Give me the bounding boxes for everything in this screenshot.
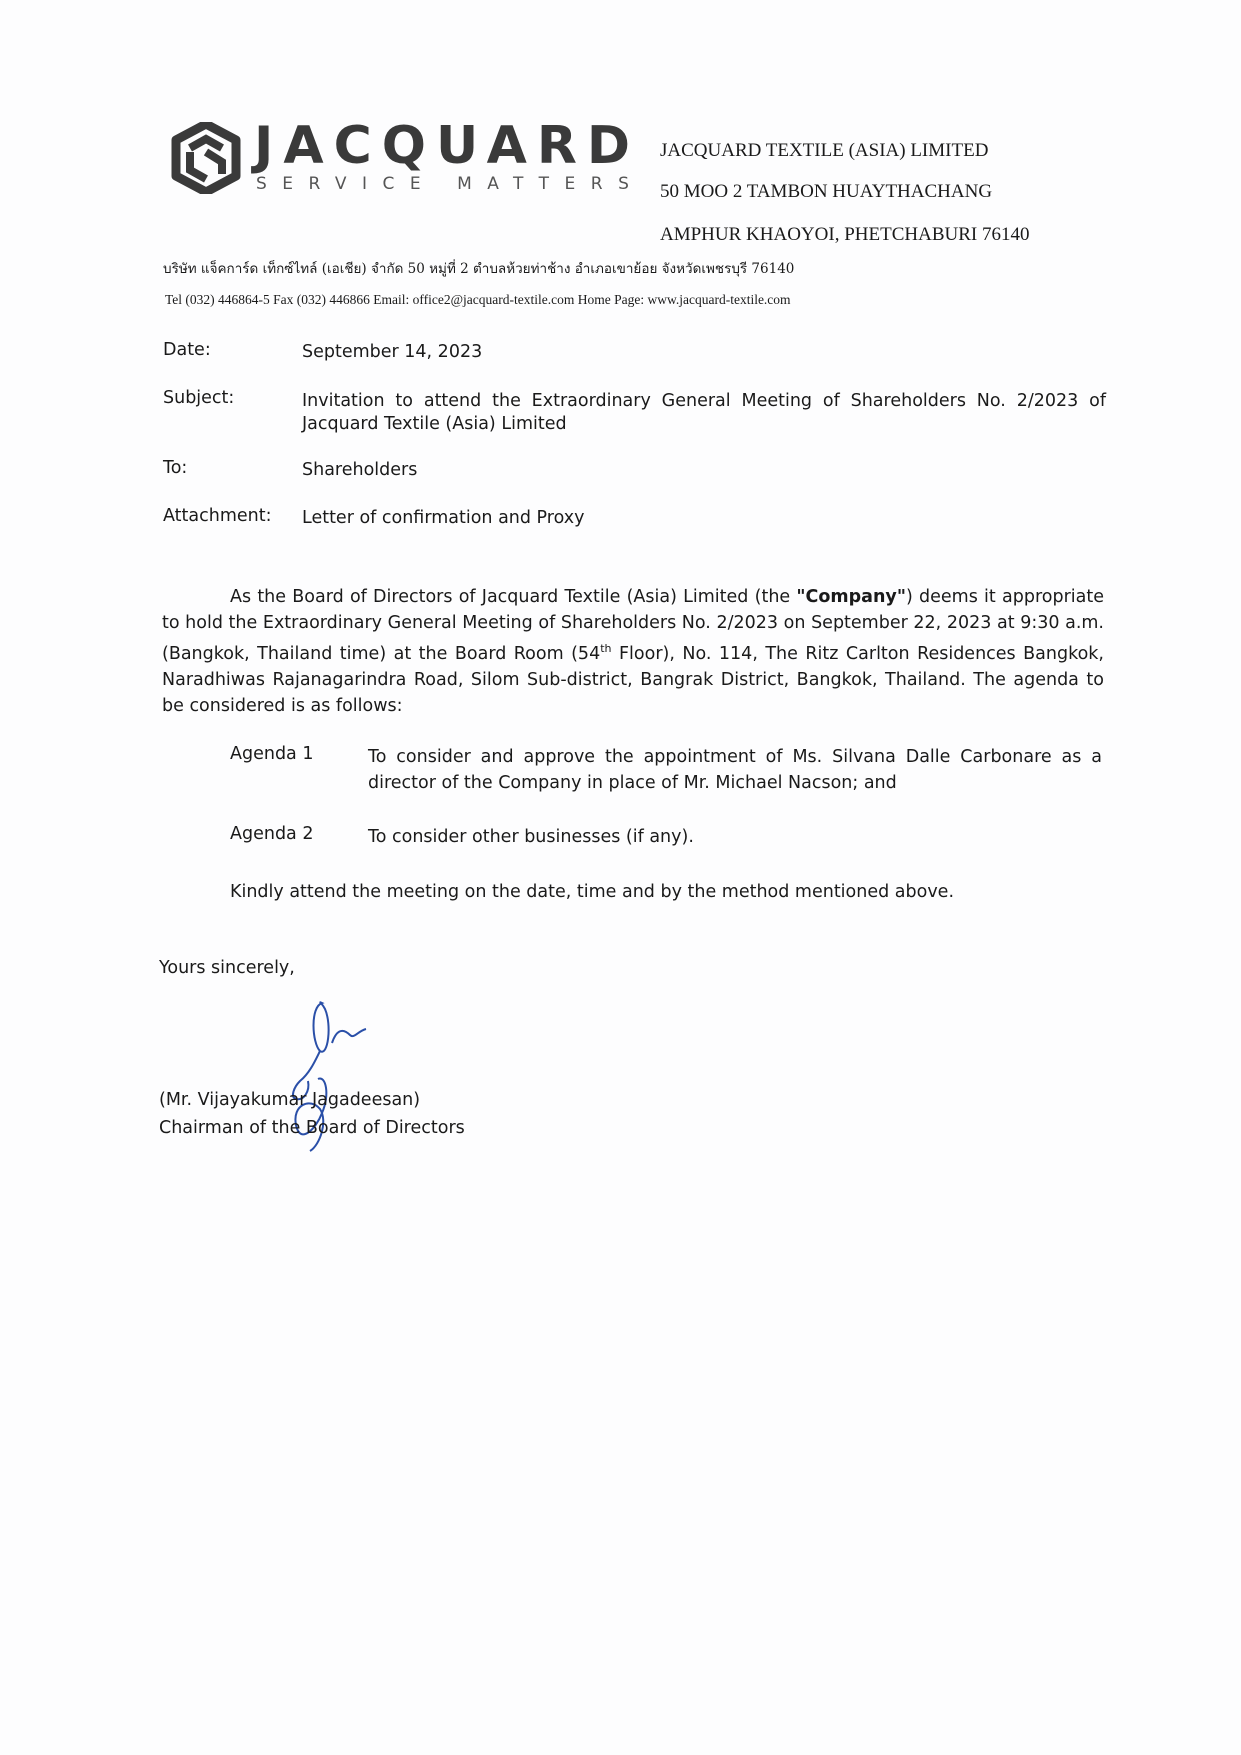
- floor-ordinal: th: [600, 642, 612, 655]
- contact-line: Tel (032) 446864-5 Fax (032) 446866 Email: office2@jacquard-textile.com Home Page: www.jacquard-textile.com: [165, 292, 791, 307]
- to-label: To:: [163, 458, 188, 478]
- signatory-title: Chairman of the Board of Directors: [159, 1118, 465, 1138]
- logo-tagline: SERVICE MATTERS: [256, 174, 645, 194]
- company-name: JACQUARD TEXTILE (ASIA) LIMITED: [660, 140, 989, 161]
- thai-address: บริษัท แจ็คการ์ด เท็กซ์ไทล์ (เอเชีย) จำกัด 50 หมู่ที่ 2 ตำบลห้วยท่าช้าง อำเภอเขาย้อย จังหวัดเพชรบุรี 76140: [163, 261, 795, 277]
- address-line-2: AMPHUR KHAOYOI, PHETCHABURI 76140: [660, 224, 1030, 245]
- company-term: "Company": [796, 587, 906, 607]
- company-logo: [170, 116, 645, 198]
- subject-label: Subject:: [163, 388, 235, 408]
- date-value: September 14, 2023: [302, 342, 483, 362]
- attachment-label: Attachment:: [163, 506, 272, 526]
- agenda-2-text: To consider other businesses (if any).: [368, 827, 694, 847]
- agenda-2-label: Agenda 2: [230, 824, 314, 844]
- agenda-1-label: Agenda 1: [230, 744, 314, 764]
- intro-paragraph: As the Board of Directors of Jacquard Textile (Asia) Limited (the "Company") deems it appropriate to hold the Extraordinary General Meeting of Shareholders No. 2/2023 on September 22, 2023 at 9:30 a.m. (Bangkok, Thailand time) at the Board Room (54th Floor), No. 114, The Ritz Carlton Residences Bangkok, Naradhiwas Rajanagarindra Road, Silom Sub-district, Bangrak District, Bangkok, Thailand. The agenda to be considered is as follows:: [162, 587, 1104, 716]
- agenda-1-text: To consider and approve the appointment of Ms. Silvana Dalle Carbonare as a director of the Company in place of Mr. Michael Nacson; and: [368, 747, 1102, 793]
- address-line-1: 50 MOO 2 TAMBON HUAYTHACHANG: [660, 181, 993, 202]
- jacquard-cube-icon: [170, 122, 242, 194]
- valediction: Yours sincerely,: [159, 958, 295, 978]
- logo-wordmark: JACQUARD: [254, 116, 641, 176]
- subject-value: Invitation to attend the Extraordinary General Meeting of Shareholders No. 2/2023 of Jacquard Textile (Asia) Limited: [302, 391, 1106, 434]
- closing-request: Kindly attend the meeting on the date, time and by the method mentioned above.: [230, 882, 955, 902]
- signatory-name: (Mr. Vijayakumar Jagadeesan): [159, 1090, 421, 1110]
- date-label: Date:: [163, 340, 211, 360]
- to-value: Shareholders: [302, 460, 418, 480]
- attachment-value: Letter of confirmation and Proxy: [302, 508, 585, 528]
